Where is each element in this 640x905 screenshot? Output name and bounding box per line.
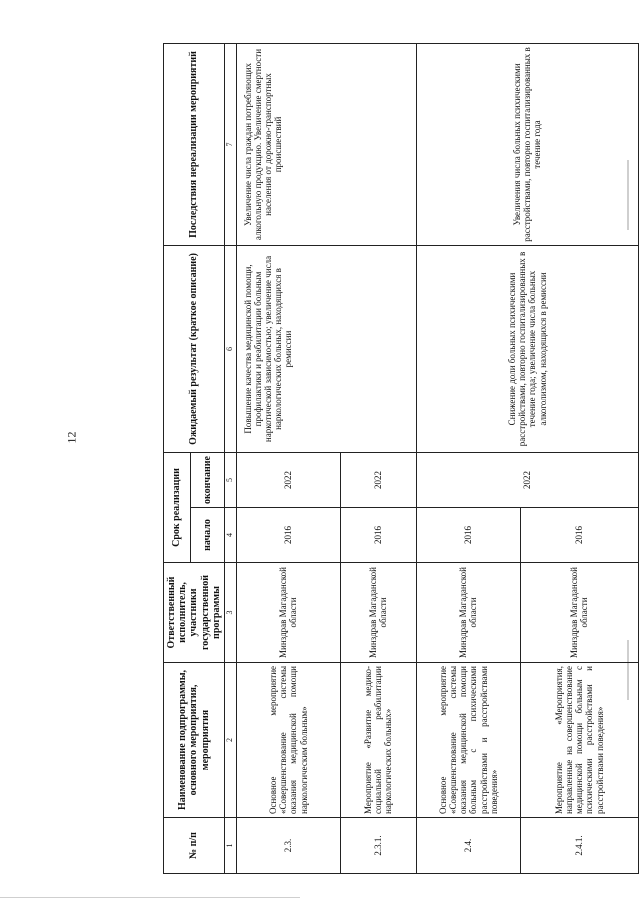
header-row <box>164 44 191 874</box>
column-number: 4 <box>224 508 236 563</box>
row-number: 2.4.1. <box>520 818 638 874</box>
start-year: 2016 <box>416 508 520 563</box>
header-num: № п/п <box>164 818 225 874</box>
measure-name: Мероприятие «Развитие медико-социальной реабилитации наркологических больных» <box>340 663 416 818</box>
start-year: 2016 <box>340 508 416 563</box>
expected-result: Снижение доли больных психическими расстройствами, повторно госпитализированных в течение года; увеличение числа больных алкоголизмом, находящихся в ремиссии <box>416 246 638 453</box>
measure-name: Основное мероприятие «Совершенствование системы оказания медицинской помощи наркологическим больным» <box>236 663 340 818</box>
header-term: Срок реализации <box>164 453 191 563</box>
column-number: 1 <box>224 818 236 874</box>
consequences: Увеличения числа больных психическими расстройствами, повторно госпитализированных в течение года <box>416 44 638 246</box>
table-row <box>416 44 520 874</box>
measure-name: Основное мероприятие «Совершенствование системы оказания медицинской помощи больным с психическими расстройствами и расстройствами поведения» <box>416 663 520 818</box>
column-number: 7 <box>224 44 236 246</box>
executor: Минздрав Магаданской области <box>236 563 340 663</box>
end-year: 2022 <box>416 453 638 508</box>
end-year: 2022 <box>340 453 416 508</box>
header-end: окончание <box>191 453 225 508</box>
end-year: 2022 <box>236 453 340 508</box>
column-number: 5 <box>224 453 236 508</box>
column-number: 2 <box>224 663 236 818</box>
expected-result: Повышение качества медицинской помощи, профилактики и реабилитации больным наркотической зависимостью; увеличение числа наркологических больных, находящихся в ремиссии <box>236 246 416 453</box>
consequences: Увеличение числа граждан потребляющих алкогольную продукцию. Увеличение смертности населения от дорожно-транспортных происшествий <box>236 44 416 246</box>
column-number-row <box>224 44 236 874</box>
header-consequences: Последствия нереализации мероприятий <box>164 44 225 246</box>
executor: Минздрав Магаданской области <box>520 563 638 663</box>
start-year: 2016 <box>520 508 638 563</box>
measure-name: Мероприятие «Мероприятия, направленные на совершенствование медицинской помощи больным с психическими расстройствами и расстройствами поведения» <box>520 663 638 818</box>
row-number: 2.4. <box>416 818 520 874</box>
header-start: начало <box>191 508 225 563</box>
row-number: 2.3.1. <box>340 818 416 874</box>
scan-edge-mark <box>0 897 300 898</box>
executor: Минздрав Магаданской области <box>340 563 416 663</box>
start-year: 2016 <box>236 508 340 563</box>
rotated-table-container <box>163 44 615 874</box>
page-number: 12 <box>64 431 79 444</box>
header-name: Наименование подпрограммы, основного мероприятия, мероприятия <box>164 663 225 818</box>
column-number: 6 <box>224 246 236 453</box>
table-row <box>236 44 340 874</box>
header-executor: Ответственный исполнитель, участники государственной программы <box>164 563 225 663</box>
program-measures-table <box>163 43 639 874</box>
header-result: Ожидаемый результат (краткое описание) <box>164 246 225 453</box>
column-number: 3 <box>224 563 236 663</box>
row-number: 2.3. <box>236 818 340 874</box>
executor: Минздрав Магаданской области <box>416 563 520 663</box>
